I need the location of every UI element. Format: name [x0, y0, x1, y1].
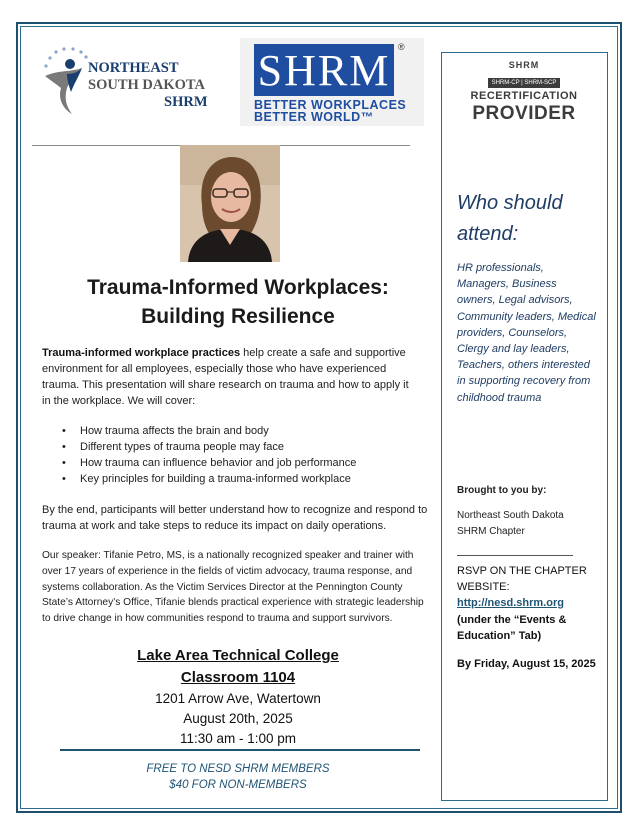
events-tab-note: (under the “Events & Education” Tab): [457, 614, 567, 642]
nesd-line3: SHRM: [164, 94, 208, 110]
intro-text: help create a safe and supportive environment for all employees, especially those who have experienced trauma. This presentation will share research on trauma and how to apply it in the workplace. We will cover:: [42, 347, 409, 407]
summary-paragraph: By the end, participants will better understand how to recognize and respond to trauma at work and take steps to reduce its impact on daily operations.: [42, 504, 428, 532]
who-line1: Who should: [457, 192, 563, 214]
event-date: August 20th, 2025: [183, 711, 293, 726]
audience-list: HR professionals, Managers, Business owners, Legal advisors, Community leaders, Medical providers, Counselors, Clergy and lay leaders, Teachers, others interested in supporting recovery from childhood trauma: [457, 262, 596, 404]
nesd-line1: NORTHEAST: [88, 60, 179, 76]
list-item: • How trauma affects the brain and body: [60, 423, 430, 439]
topics-list: [60, 423, 430, 487]
price-members: FREE TO NESD SHRM MEMBERS: [146, 763, 330, 775]
list-item: • Key principles for building a trauma-informed workplace: [60, 471, 430, 487]
registered-icon: ®: [398, 42, 405, 52]
pricing-block: [60, 761, 416, 793]
shrm-tagline-line2: BETTER WORLD™: [254, 110, 374, 124]
shrm-logo: [240, 38, 424, 126]
nesd-wordmark: [88, 60, 208, 111]
event-title-line1: Trauma-Informed Workplaces:: [87, 276, 389, 299]
speaker-paragraph: Our speaker: Tifanie Petro, MS, is a nationally recognized speaker and trainer with over 17 years of experience in the fields of victim advocacy, trauma response, and systems collaboration. As the Victim Services Director at the Pennington County State’s Attorney’s Office, Tifanie blends practical experience with strategic leadership to drive change in how communities respond to trauma and support survivors.: [42, 550, 424, 625]
badge-sub: SHRM-CP | SHRM-SCP: [488, 78, 561, 88]
sidebar-divider: [457, 555, 573, 556]
venue-address: 1201 Arrow Ave, Watertown: [155, 691, 321, 706]
speaker-portrait-icon: [180, 145, 280, 262]
list-item: • How trauma can influence behavior and job performance: [60, 455, 430, 471]
who-should-attend-heading: [457, 188, 597, 250]
organizer-line1: Northeast South Dakota: [457, 510, 564, 521]
shrm-tagline-line1: BETTER WORKPLACES: [254, 98, 407, 112]
intro-bold-text: Trauma-informed workplace practices: [42, 347, 241, 359]
badge-line1: RECERTIFICATION: [470, 90, 578, 102]
venue-name: Lake Area Technical College: [137, 647, 339, 664]
who-line2: attend:: [457, 223, 519, 245]
organizer: [457, 508, 597, 539]
chapter-website-link[interactable]: http://nesd.shrm.org: [457, 597, 564, 609]
venue-room: Classroom 1104: [180, 669, 296, 686]
sidebar-box: [441, 52, 608, 801]
rsvp-text: RSVP ON THE CHAPTER WEBSITE:: [457, 565, 587, 593]
event-title-line2: Building Resilience: [141, 305, 335, 328]
shrm-logo-mark: SHRM: [254, 44, 394, 96]
venue-block: [60, 645, 416, 749]
speaker-photo: [180, 145, 280, 262]
event-time: 11:30 am - 1:00 pm: [179, 731, 297, 746]
badge-line2: PROVIDER: [472, 103, 576, 124]
organizer-line2: SHRM Chapter: [457, 525, 525, 537]
venue-divider: [60, 749, 420, 751]
rsvp-deadline: By Friday, August 15, 2025: [457, 658, 596, 670]
list-item: • Different types of trauma people may face: [60, 439, 430, 455]
recertification-provider-badge: [465, 60, 583, 132]
intro-paragraph: [42, 345, 420, 409]
shrm-tagline: [254, 99, 406, 123]
brought-by-label: Brought to you by:: [457, 485, 547, 496]
badge-top: SHRM: [508, 60, 540, 70]
event-title: [60, 273, 416, 331]
price-nonmembers: $40 FOR NON-MEMBERS: [169, 779, 307, 791]
nesd-line2: SOUTH DAKOTA: [88, 77, 205, 93]
